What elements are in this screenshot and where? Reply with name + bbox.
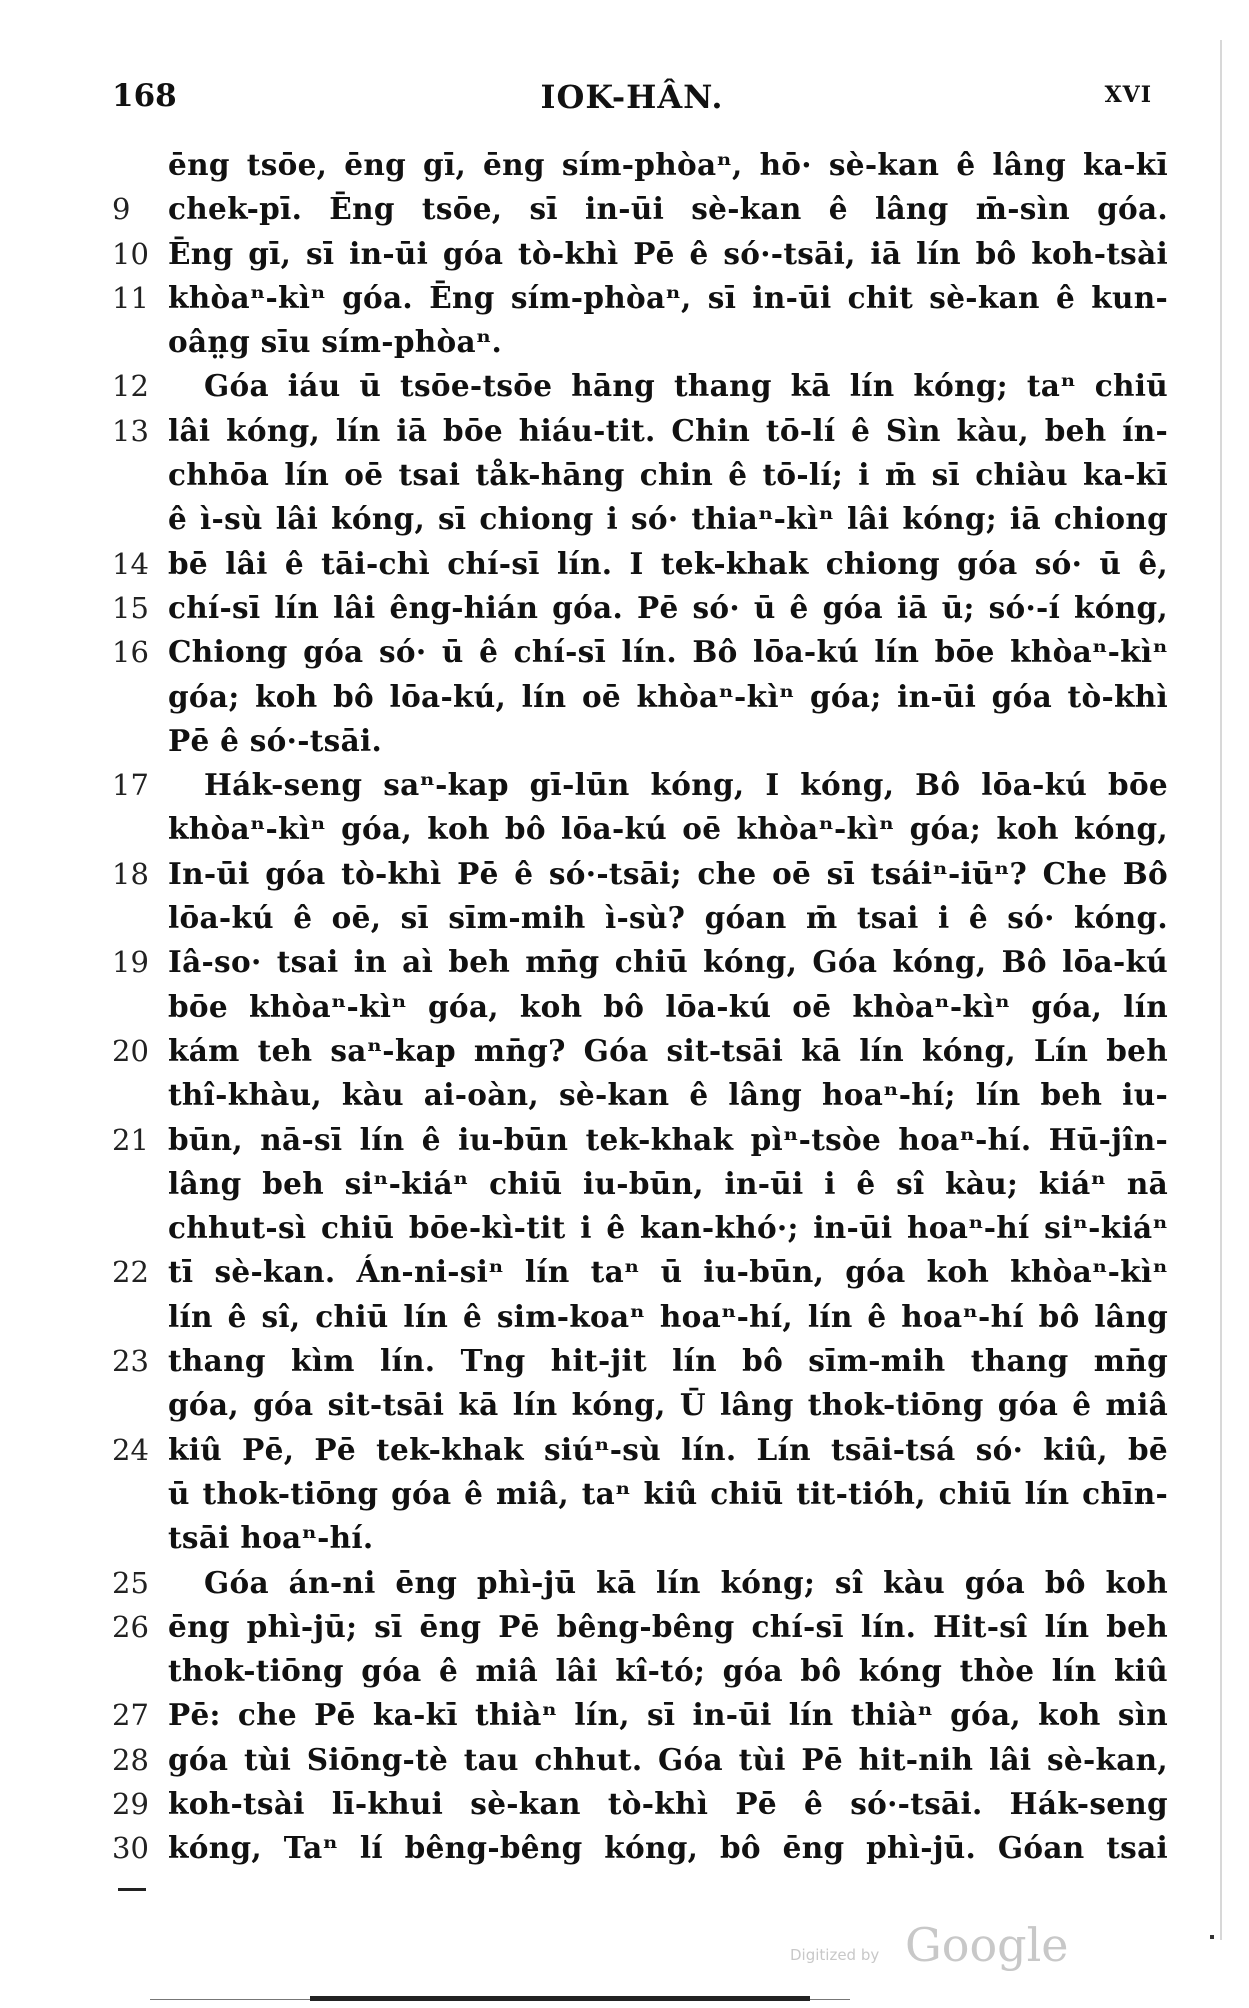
verse-text: chhōa lín oē tsai tåk-hāng chin ê tō-lí; i m̄ sī chiàu ka-kī xyxy=(168,457,1168,493)
text-line xyxy=(112,1206,1168,1250)
text-line xyxy=(112,675,1168,719)
text-line xyxy=(112,276,1168,320)
verse-text: lín ê sî, chiū lín ê sim-koaⁿ hoaⁿ-hí, lín ê hoaⁿ-hí bô lâng xyxy=(168,1298,1168,1334)
verse-text: Góa iáu ū tsōe-tsōe hāng thang kā lín kóng; taⁿ chiū xyxy=(204,368,1168,404)
verse-number: 12 xyxy=(112,369,149,404)
text-line xyxy=(112,807,1168,851)
chapter-number: XVI xyxy=(1104,82,1152,108)
margin-mark xyxy=(118,1888,146,1891)
page-edge-line xyxy=(1220,40,1222,1940)
text-line xyxy=(112,542,1168,586)
body-text xyxy=(112,143,1168,1871)
verse-number: 10 xyxy=(112,236,149,271)
verse-number: 27 xyxy=(112,1698,149,1733)
text-line xyxy=(112,1029,1168,1073)
verse-text: In-ūi góa tò-khì Pē ê só·-tsāi; che oē sī tsáiⁿ-iūⁿ? Che Bô xyxy=(168,855,1168,891)
verse-number: 11 xyxy=(112,280,149,315)
text-line xyxy=(112,364,1168,408)
margin-tick xyxy=(1210,1935,1214,1939)
text-line xyxy=(112,187,1168,231)
page-header xyxy=(112,78,1152,118)
text-line xyxy=(112,896,1168,940)
verse-text: Iâ-so· tsai in aì beh mn̄g chiū kóng, Góa kóng, Bô lōa-kú xyxy=(168,944,1168,980)
verse-text: thî-khàu, kàu ai-oàn, sè-kan ê lâng hoaⁿ-hí; lín beh iu- xyxy=(168,1077,1168,1113)
verse-text: Chiong góa só· ū ê chí-sī lín. Bô lōa-kú lín bōe khòaⁿ-kìⁿ xyxy=(168,634,1168,670)
verse-number: 22 xyxy=(112,1255,149,1290)
verse-number: 25 xyxy=(112,1565,149,1600)
verse-text: ê ì-sù lâi kóng, sī chiong i só· thiaⁿ-kìⁿ lâi kóng; iā chiong xyxy=(168,501,1168,537)
verse-text: lōa-kú ê oē, sī sīm-mih ì-sù? góan m̄ tsai i ê só· kóng. xyxy=(168,900,1168,936)
verse-text: góa; koh bô lōa-kú, lín oē khòaⁿ-kìⁿ góa; in-ūi góa tò-khì xyxy=(168,678,1168,714)
verse-text: chek-pī. Ēng tsōe, sī in-ūi sè-kan ê lâng m̄-sìn góa. xyxy=(168,191,1168,227)
verse-number: 19 xyxy=(112,945,149,980)
verse-text: Hák-seng saⁿ-kap gī-lūn kóng, I kóng, Bô lōa-kú bōe xyxy=(204,767,1168,803)
verse-text: koh-tsài lī-khui sè-kan tò-khì Pē ê só·-tsāi. Hák-seng xyxy=(168,1785,1168,1821)
verse-text: kám teh saⁿ-kap mn̄g? Góa sit-tsāi kā lín kóng, Lín beh xyxy=(168,1032,1168,1068)
verse-number: 17 xyxy=(112,768,149,803)
verse-text: khòaⁿ-kìⁿ góa, koh bô lōa-kú oē khòaⁿ-kìⁿ góa; koh kóng, xyxy=(168,811,1168,847)
verse-text: Ēng gī, sī in-ūi góa tò-khì Pē ê só·-tsāi, iā lín bô koh-tsài xyxy=(168,235,1168,271)
text-line xyxy=(112,852,1168,896)
verse-text: chhut-sì chiū bōe-kì-tit i ê kan-khó·; in-ūi hoaⁿ-hí siⁿ-kiáⁿ xyxy=(168,1210,1168,1246)
text-line xyxy=(112,719,1164,763)
text-line xyxy=(112,1516,1164,1560)
verse-number: 13 xyxy=(112,413,149,448)
bottom-scan-bar xyxy=(310,1996,810,2001)
verse-text: oân̤g sīu sím-phòaⁿ. xyxy=(168,324,503,360)
verse-number: 18 xyxy=(112,856,149,891)
verse-number: 28 xyxy=(112,1742,149,1777)
text-line xyxy=(112,1339,1168,1383)
text-line xyxy=(112,1605,1168,1649)
text-line xyxy=(112,1073,1168,1117)
google-logo: Google xyxy=(905,1918,1069,1972)
verse-number: 9 xyxy=(112,192,131,227)
text-line xyxy=(112,985,1168,1029)
verse-text: chí-sī lín lâi êng-hián góa. Pē só· ū ê góa iā ū; só·-í kóng, xyxy=(168,589,1168,625)
text-line xyxy=(112,497,1168,541)
text-line xyxy=(112,1693,1168,1737)
verse-number: 16 xyxy=(112,635,149,670)
text-line xyxy=(112,763,1168,807)
verse-text: ēng phì-jū; sī ēng Pē bêng-bêng chí-sī lín. Hit-sî lín beh xyxy=(168,1608,1168,1644)
verse-text: khòaⁿ-kìⁿ góa. Ēng sím-phòaⁿ, sī in-ūi chit sè-kan ê kun- xyxy=(168,279,1168,315)
text-line xyxy=(112,1162,1168,1206)
text-line xyxy=(112,1826,1168,1870)
digitized-watermark xyxy=(790,1918,1069,1978)
verse-text: kóng, Taⁿ lí bêng-bêng kóng, bô ēng phì-jū. Góan tsai xyxy=(168,1830,1168,1866)
verse-text: Pē: che Pē ka-kī thiàⁿ lín, sī in-ūi lín thiàⁿ góa, koh sìn xyxy=(168,1697,1168,1733)
verse-text: thok-tiōng góa ê miâ lâi kî-tó; góa bô kóng thòe lín kiû xyxy=(168,1653,1168,1689)
verse-number: 30 xyxy=(112,1831,149,1866)
verse-text: ū thok-tiōng góa ê miâ, taⁿ kiû chiū tit-tióh, chiū lín chīn- xyxy=(168,1475,1168,1511)
text-line xyxy=(112,143,1168,187)
verse-number: 15 xyxy=(112,590,149,625)
text-line xyxy=(112,320,1164,364)
verse-text: kiû Pē, Pē tek-khak siúⁿ-sù lín. Lín tsāi-tsá só· kiû, bē xyxy=(168,1431,1168,1467)
text-line xyxy=(112,453,1168,497)
text-line xyxy=(112,1295,1168,1339)
verse-text: tsāi hoaⁿ-hí. xyxy=(168,1520,374,1556)
verse-number: 29 xyxy=(112,1786,149,1821)
text-line xyxy=(112,630,1168,674)
text-line xyxy=(112,1472,1168,1516)
verse-text: Pē ê só·-tsāi. xyxy=(168,722,383,758)
text-line xyxy=(112,1649,1168,1693)
text-line xyxy=(112,1118,1168,1162)
text-line xyxy=(112,1250,1168,1294)
verse-text: Góa án-ni ēng phì-jū kā lín kóng; sî kàu góa bô koh xyxy=(204,1564,1168,1600)
text-line xyxy=(112,1782,1168,1826)
verse-text: bē lâi ê tāi-chì chí-sī lín. I tek-khak chiong góa só· ū ê, xyxy=(168,545,1168,581)
page-number: 168 xyxy=(112,78,177,114)
text-line xyxy=(112,1428,1168,1472)
running-title: IOK-HÂN. xyxy=(540,78,724,116)
verse-text: bōe khòaⁿ-kìⁿ góa, koh bô lōa-kú oē khòaⁿ-kìⁿ góa, lín xyxy=(168,988,1168,1024)
verse-text: góa, góa sit-tsāi kā lín kóng, Ū lâng thok-tiōng góa ê miâ xyxy=(168,1387,1168,1423)
watermark-prefix: Digitized by xyxy=(790,1946,880,1964)
verse-number: 21 xyxy=(112,1122,149,1157)
verse-number: 24 xyxy=(112,1432,149,1467)
text-line xyxy=(112,586,1168,630)
text-line xyxy=(112,409,1168,453)
verse-text: tī sè-kan. Án-ni-siⁿ lín taⁿ ū iu-būn, góa koh khòaⁿ-kìⁿ xyxy=(168,1254,1168,1290)
verse-text: ēng tsōe, ēng gī, ēng sím-phòaⁿ, hō· sè-kan ê lâng ka-kī xyxy=(168,147,1168,182)
verse-number: 26 xyxy=(112,1609,149,1644)
verse-text: góa tùi Siōng-tè tau chhut. Góa tùi Pē hit-nih lâi sè-kan, xyxy=(168,1741,1168,1777)
text-line xyxy=(112,1383,1168,1427)
verse-text: lâng beh siⁿ-kiáⁿ chiū iu-būn, in-ūi i ê sî kàu; kiáⁿ nā xyxy=(168,1165,1168,1201)
verse-text: būn, nā-sī lín ê iu-būn tek-khak pìⁿ-tsòe hoaⁿ-hí. Hū-jîn- xyxy=(168,1121,1168,1157)
text-line xyxy=(112,1561,1168,1605)
verse-text: thang kìm lín. Tng hit-jit lín bô sīm-mih thang mn̄g xyxy=(168,1343,1168,1379)
verse-text: lâi kóng, lín iā bōe hiáu-tit. Chin tō-lí ê Sìn kàu, beh ín- xyxy=(168,412,1168,448)
verse-number: 23 xyxy=(112,1344,149,1379)
text-line xyxy=(112,1738,1168,1782)
text-line xyxy=(112,940,1168,984)
verse-number: 20 xyxy=(112,1033,149,1068)
verse-number: 14 xyxy=(112,546,149,581)
text-line xyxy=(112,232,1168,276)
